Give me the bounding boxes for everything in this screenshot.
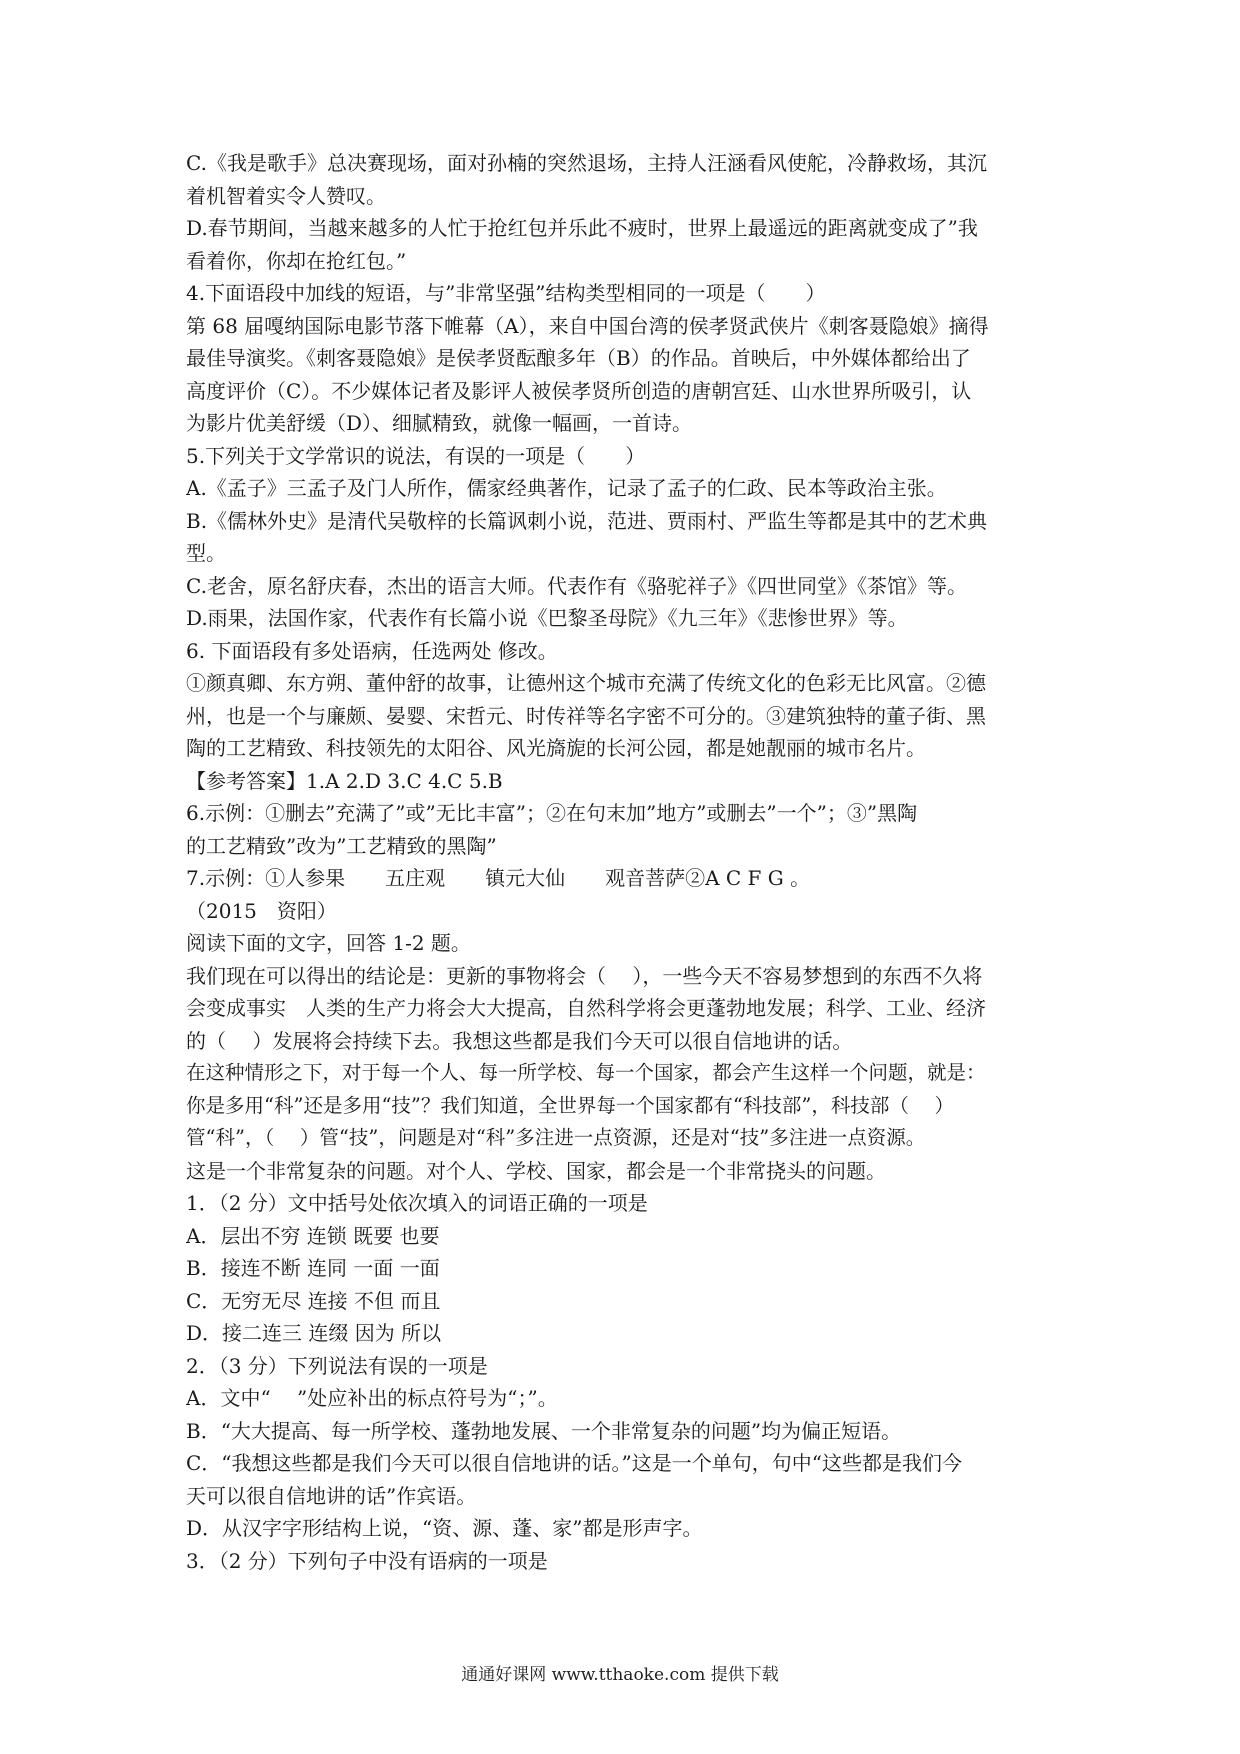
option-line: 型。 <box>186 541 226 565</box>
text-line: 州，也是一个与廉颇、晏婴、宋哲元、时传祥等名字密不可分的。③建筑独特的董子街、黑 <box>186 703 986 728</box>
option-line: D．接二连三 连缀 因为 所以 <box>186 1321 442 1345</box>
text-line: 最佳导演奖。《刺客聂隐娘》是侯孝贤酝酿多年（B）的作品。首映后，中外媒体都给出了 <box>186 346 971 370</box>
question-6-stem: 6. 下面语段有多处语病，任选两处 修改。 <box>186 638 558 663</box>
passage-line: 的（ ）发展将会持续下去。我想这些都是我们今天可以很自信地讲的话。 <box>186 1028 853 1053</box>
answer-line: 6.示例：①删去”充满了”或”无比丰富”；②在句末加”地方”或删去”一个”；③”黑陶 <box>186 801 918 825</box>
answer-line: 7.示例：①人参果 五庄观 镇元大仙 观音菩萨②A C F G 。 <box>186 866 811 890</box>
text-line: C.《我是歌手》总决赛现场，面对孙楠的突然退场，主持人汪涵看风使舵，冷静救场，其沉 <box>186 151 987 175</box>
text-line: 陶的工艺精致、科技领先的太阳谷、风光旖旎的长河公园，都是她靓丽的城市名片。 <box>186 736 926 760</box>
option-line: C．“我想这些都是我们今天可以很自信地讲的话。”这是一个单句，句中“这些都是我们今 <box>186 1451 962 1475</box>
text-line: 看着你，你却在抢红包。” <box>186 248 407 273</box>
answer-key-heading: 【参考答案】1.A 2.D 3.C 4.C 5.B <box>186 768 503 793</box>
passage-line: 在这种情形之下，对于每一个人、每一所学校、每一个国家，都会产生这样一个问题，就是： <box>186 1061 986 1084</box>
option-line: A．文中“ ”处应补出的标点符号为“；”。 <box>186 1386 558 1410</box>
option-line: B．“大大提高、每一所学校、蓬勃地发展、一个非常复杂的问题”均为偏正短语。 <box>186 1418 902 1443</box>
option-line: B.《儒林外史》是清代吴敬梓的长篇讽刺小说，范进、贾雨村、严监生等都是其中的艺术典 <box>186 508 988 533</box>
question-3-stem: 3．（2 分）下列句子中没有语病的一项是 <box>186 1548 548 1573</box>
option-line: D.雨果，法国作家，代表作有长篇小说《巴黎圣母院》《九三年》《悲惨世界》等。 <box>186 606 908 630</box>
answer-line: 的工艺精致”改为”工艺精致的黑陶” <box>186 833 497 858</box>
question-2-stem: 2．（3 分）下列说法有误的一项是 <box>186 1353 488 1378</box>
option-line: A．层出不穷 连锁 既要 也要 <box>186 1223 440 1248</box>
text-line: 高度评价（C）。不少媒体记者及影评人被侯孝贤所创造的唐朝宫廷、山水世界所吸引，认 <box>186 378 972 403</box>
section-source: （2015 资阳） <box>186 898 337 923</box>
passage-line: 这是一个非常复杂的问题。对个人、学校、国家，都会是一个非常挠头的问题。 <box>186 1158 886 1183</box>
option-line: A.《孟子》三孟子及门人所作，儒家经典著作，记录了孟子的仁政、民本等政治主张。 <box>186 476 947 500</box>
option-line: B．接连不断 连同 一面 一面 <box>186 1256 440 1280</box>
document-body <box>186 147 1054 1577</box>
passage-line: 管“科”，（ ）管“技”，问题是对“科”多注进一点资源，还是对“技”多注进一点资源。 <box>186 1126 926 1149</box>
text-line: ①颜真卿、东方朔、董仲舒的故事，让德州这个城市充满了传统文化的色彩无比风富。②德 <box>186 671 986 695</box>
option-line: C.老舍，原名舒庆春，杰出的语言大师。代表作有《骆驼祥子》《四世同堂》《茶馆》等。 <box>186 573 967 598</box>
text-line: 第 68 届嘎纳国际电影节落下帷幕（A），来自中国台湾的侯孝贤武侠片《刺客聂隐娘》摘得 <box>186 313 989 338</box>
reading-instruction: 阅读下面的文字，回答 1-2 题。 <box>186 931 471 955</box>
option-line: C．无穷无尽 连接 不但 而且 <box>186 1288 441 1313</box>
page-footer: 通通好课网 www.tthaoke.com 提供下载 <box>461 1665 779 1685</box>
passage-line: 我们现在可以得出的结论是：更新的事物将会（ ），一些今天不容易梦想到的东西不久将 <box>186 963 983 988</box>
text-line: D.春节期间，当越来越多的人忙于抢红包并乐此不疲时，世界上最遥远的距离就变成了”我 <box>186 216 978 240</box>
passage-line: 你是多用“科”还是多用“技”？我们知道，全世界每一个国家都有“科技部”，科技部（ ） <box>186 1093 955 1117</box>
option-line: D．从汉字字形结构上说，“资、源、蓬、家”都是形声字。 <box>186 1516 703 1540</box>
text-line: 着机智着实令人赞叹。 <box>186 183 386 208</box>
question-5-stem: 5.下列关于文学常识的说法，有误的一项是（ ） <box>186 443 646 468</box>
passage-line: 会变成事实 人类的生产力将会大大提高，自然科学将会更蓬勃地发展；科学、工业、经济 <box>186 996 986 1020</box>
text-line: 为影片优美舒缓（D）、细腻精致，就像一幅画，一首诗。 <box>186 411 693 435</box>
question-4-stem: 4.下面语段中加线的短语，与”非常坚强”结构类型相同的一项是（ ） <box>186 281 826 305</box>
question-1-stem: 1．（2 分）文中括号处依次填入的词语正确的一项是 <box>186 1191 648 1215</box>
option-line: 天可以很自信地讲的话”作宾语。 <box>186 1483 477 1508</box>
